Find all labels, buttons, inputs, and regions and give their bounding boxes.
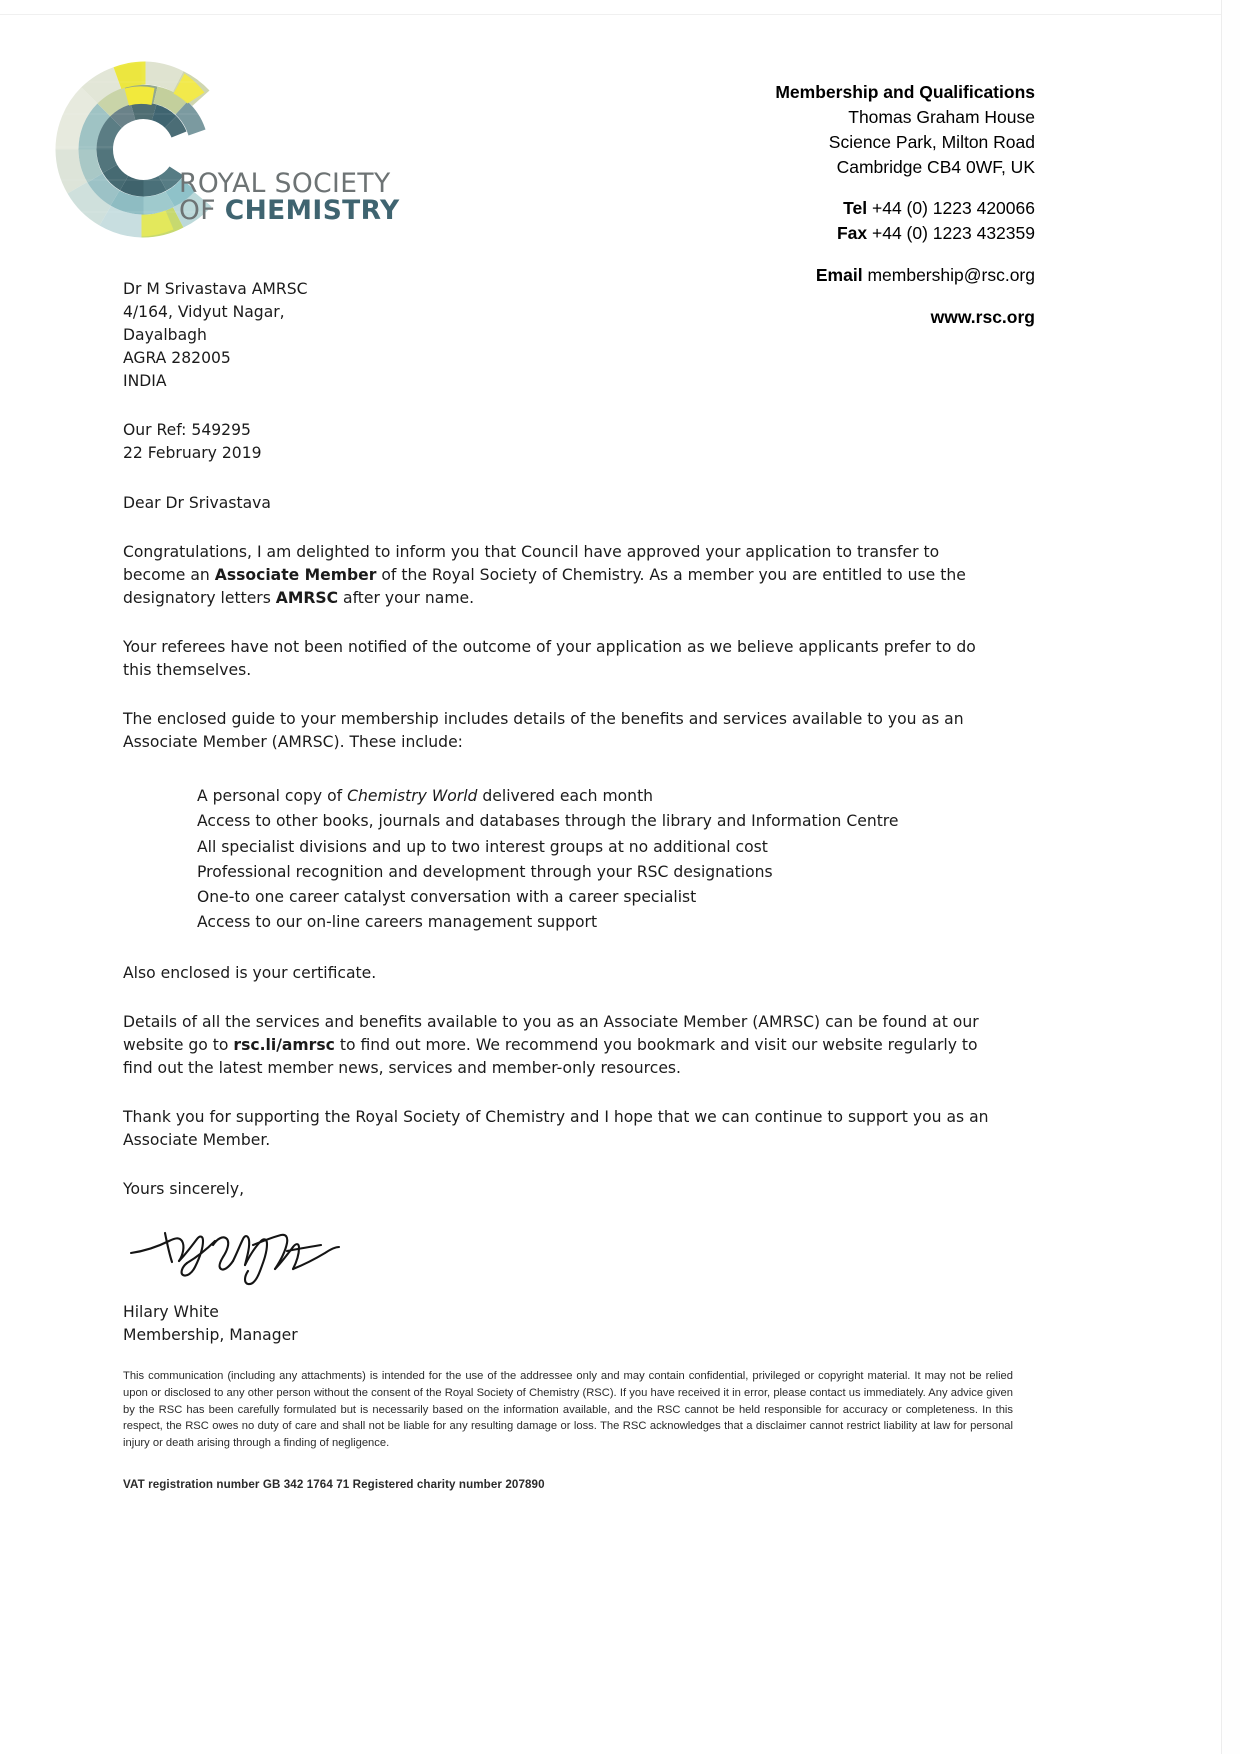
para5-text-2: to find out more. We recommend you bookmark and visit our website regularly to find out the latest member news, services and member-only resources. xyxy=(123,1035,978,1077)
benefit-6-prefix: Access to our on-line careers management support xyxy=(197,913,598,932)
recipient-line-2: 4/164, Vidyut Nagar, xyxy=(123,303,285,322)
header-website: www.rsc.org xyxy=(930,306,1035,327)
benefit-item-2 xyxy=(197,809,993,834)
signature-area xyxy=(123,1215,993,1301)
header-city: Cambridge CB4 0WF, UK xyxy=(836,156,1035,177)
recipient-line-3: Dayalbagh xyxy=(123,326,207,345)
para5-bold-url: rsc.li/amrsc xyxy=(233,1035,335,1054)
paragraph-website-details xyxy=(123,1011,993,1080)
tel-value: +44 (0) 1223 420066 xyxy=(872,198,1035,219)
para1-text-1: Congratulations, I am delighted to inform you that Council have approved your application to transfer to become an xyxy=(123,542,940,584)
footer-block xyxy=(123,1368,1013,1491)
rsc-logo xyxy=(46,52,400,247)
spacer-after-para1 xyxy=(123,610,993,636)
benefit-1-suffix: delivered each month xyxy=(477,787,654,806)
benefit-2-prefix: Access to other books, journals and databases through the library and Information Centre xyxy=(197,812,899,831)
spacer-after-reference xyxy=(123,466,993,492)
logo-chemistry-word: CHEMISTRY xyxy=(224,195,400,227)
benefit-3-prefix: All specialist divisions and up to two interest groups at no additional cost xyxy=(197,837,768,856)
benefit-1-italic: Chemistry World xyxy=(347,787,478,806)
closing-line: Yours sincerely, xyxy=(123,1180,245,1199)
spacer-after-para5 xyxy=(123,1080,993,1106)
benefit-4-prefix: Professional recognition and development through your RSC designations xyxy=(197,862,773,881)
header-spacer-1 xyxy=(435,179,1035,196)
signer-title: Membership, Manager xyxy=(123,1325,298,1344)
rsc-logo-text xyxy=(179,168,400,227)
paragraph-referees: Your referees have not been notified of the outcome of your application as we believe applicants prefer to do this themselves. xyxy=(123,637,976,679)
header-street: Science Park, Milton Road xyxy=(828,131,1035,152)
vat-registration: VAT registration number GB 342 1764 71 Registered charity number 207890 xyxy=(123,1477,545,1491)
spacer-after-benefits xyxy=(123,936,993,962)
recipient-line-4: AGRA 282005 xyxy=(123,349,231,368)
logo-line-royal-society: ROYAL SOCIETY xyxy=(179,168,391,199)
header-building: Thomas Graham House xyxy=(848,106,1035,127)
tel-label: Tel xyxy=(843,198,868,219)
letter-date: 22 February 2019 xyxy=(123,444,262,463)
paragraph-certificate: Also enclosed is your certificate. xyxy=(123,963,377,982)
spacer-after-para2 xyxy=(123,682,993,708)
header-fax xyxy=(435,221,1035,246)
signer-name: Hilary White xyxy=(123,1303,219,1322)
header-department: Membership and Qualifications xyxy=(775,82,1035,102)
spacer-after-address xyxy=(123,393,993,419)
benefit-item-6 xyxy=(197,910,993,935)
legal-disclaimer: This communication (including any attachments) is intended for the use of the addressee only and may contain confidential, privileged or copyright material. It may not be relied upon or disclosed to any other person without the consent of the Royal Society of Chemistry (RSC). If you have received it in error, please contact us immediately. Any advice given by the RSC has been carefully formulated but is necessarily based on the information available, and the RSC cannot be held responsible for accuracy or completeness. In this respect, the RSC owes no duty of care and shall not be liable for any resulting damage or loss. The RSC acknowledges that a disclaimer cannot restrict liability at law for personal injury or death arising through a finding of negligence. xyxy=(123,1370,1013,1450)
spacer-after-para6 xyxy=(123,1152,993,1178)
spacer-after-para4 xyxy=(123,985,993,1011)
benefits-list xyxy=(123,784,993,936)
salutation: Dear Dr Srivastava xyxy=(123,493,271,512)
email-label: Email xyxy=(815,265,863,286)
benefit-item-3 xyxy=(197,835,993,860)
benefit-item-5 xyxy=(197,885,993,910)
para1-text-2: of the Royal Society of Chemistry. As a member you are entitled to use the designatory letters xyxy=(123,565,966,607)
para1-text-3: after your name. xyxy=(338,588,475,607)
handwritten-signature xyxy=(127,1215,347,1297)
recipient-address xyxy=(123,278,993,393)
scan-edge-right xyxy=(1221,0,1240,1754)
para1-bold-amrsc: AMRSC xyxy=(275,588,339,607)
signature-block xyxy=(123,1301,993,1346)
para1-bold-associate-member: Associate Member xyxy=(214,565,377,584)
spacer-after-salutation xyxy=(123,515,993,541)
fax-label: Fax xyxy=(836,223,868,244)
paragraph-thank-you: Thank you for supporting the Royal Society of Chemistry and I hope that we can continue to support you as an Associate Member. xyxy=(123,1107,989,1150)
benefit-item-4 xyxy=(197,860,993,885)
header-telephone xyxy=(435,196,1035,221)
fax-value: +44 (0) 1223 432359 xyxy=(872,223,1035,244)
logo-of-word: OF xyxy=(179,195,225,227)
logo-line-of-chemistry xyxy=(179,195,400,227)
email-value: membership@rsc.org xyxy=(867,265,1035,286)
letter-body xyxy=(123,278,993,1346)
recipient-line-5: INDIA xyxy=(123,372,167,391)
scan-edge-top xyxy=(0,0,1240,15)
benefit-1-prefix: A personal copy of xyxy=(197,787,348,806)
header-spacer-2 xyxy=(435,246,1035,263)
benefit-item-1 xyxy=(197,784,993,809)
para5-text-1: Details of all the services and benefits available to you as an Associate Member (AMRSC) can be found at our website go to xyxy=(123,1012,979,1054)
spacer-before-benefits xyxy=(123,754,993,784)
reference-block xyxy=(123,419,993,465)
paragraph-enclosed-guide: The enclosed guide to your membership includes details of the benefits and services available to you as an Associate Member (AMRSC). These include: xyxy=(123,710,964,752)
benefit-5-prefix: One-to one career catalyst conversation with a career specialist xyxy=(197,888,697,907)
paragraph-congratulations xyxy=(123,541,993,610)
recipient-line-1: Dr M Srivastava AMRSC xyxy=(123,280,308,298)
our-ref: Our Ref: 549295 xyxy=(123,421,251,440)
